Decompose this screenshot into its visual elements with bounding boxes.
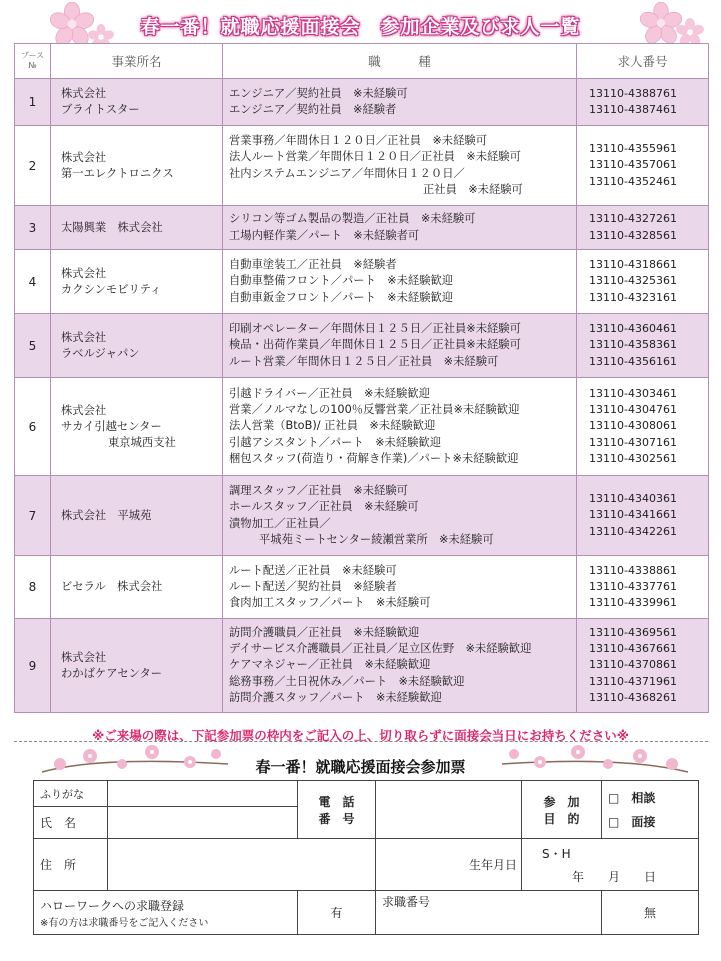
company-name: 株式会社 ラベルジャパン [51, 314, 223, 378]
company-name: 株式会社 平城苑 [51, 476, 223, 556]
furigana-label: ふりがな [34, 781, 108, 807]
job-list: 印刷オペレーター／年間休日１２５日／正社員※未経験可 検品・出荷作業員／年間休日１２５日／正社員※未経験可 ルート営業／年間休日１２５日／正社員 ※未経験可 [223, 314, 577, 378]
job-ids: 13110-4360461 13110-4358361 13110-4356161 [577, 314, 709, 378]
job-list: ルート配送／正社員 ※未経験可 ルート配送／契約社員 ※経験者 食肉加工スタッフ／パート ※未経験可 [223, 556, 577, 619]
table-row [15, 314, 709, 378]
table-row [15, 250, 709, 314]
header-company: 事業所名 [51, 44, 223, 79]
header-job-id: 求人番号 [577, 44, 709, 79]
registration-label: ハローワークへの求職登録 ※有の方は求職番号をご記入ください [34, 891, 298, 935]
company-name: 株式会社 サカイ引越センター 東京城西支社 [51, 378, 223, 476]
header-booth-no: ブース № [15, 44, 51, 79]
job-ids: 13110-4318661 13110-4325361 13110-4323161 [577, 250, 709, 314]
booth-no: 1 [15, 79, 51, 126]
job-ids: 13110-4369561 13110-4367661 13110-4370861 13110-4371961 13110-4368261 [577, 619, 709, 713]
ticket-title: 春一番！就職応援面接会参加票 [255, 758, 466, 776]
table-row [15, 476, 709, 556]
company-name: 株式会社 カクシンモビリティ [51, 250, 223, 314]
job-list: 自動車塗装工／正社員 ※経験者 自動車整備フロント／パート ※未経験歓迎 自動車鈑金フロント／パート ※未経験歓迎 [223, 250, 577, 314]
company-job-table [14, 43, 709, 713]
job-ids: 13110-4338861 13110-4337761 13110-4339961 [577, 556, 709, 619]
page-title: 春一番！就職応援面接会 参加企業及び求人一覧 [140, 15, 581, 38]
booth-no: 3 [15, 206, 51, 250]
header-job-type: 職 種 [223, 44, 577, 79]
job-ids: 13110-4303461 13110-4304761 13110-4308061 13110-4307161 13110-4302561 [577, 378, 709, 476]
booth-no: 5 [15, 314, 51, 378]
table-row [15, 79, 709, 126]
interview-checkbox[interactable]: □ 面接 [608, 814, 656, 829]
birthdate-label: 生年月日 [376, 839, 522, 891]
company-name: ビセラル 株式会社 [51, 556, 223, 619]
job-list: シリコン等ゴム製品の製造／正社員 ※未経験可 工場内軽作業／パート ※未経験者可 [223, 206, 577, 250]
page-title-bar [10, 8, 711, 42]
table-row [15, 206, 709, 250]
job-ids: 13110-4340361 13110-4341661 13110-4342261 [577, 476, 709, 556]
phone-label: 電 話 番 号 [298, 781, 376, 839]
booth-no: 2 [15, 126, 51, 206]
job-list: 引越ドライバー／正社員 ※未経験歓迎 営業／ノルマなしの100％反響営業／正社員※未経験歓迎 法人営業（BtoB)/ 正社員 ※未経験歓迎 引越アシスタント／パート ※未経験歓迎 梱包スタッフ(荷造り・荷解き作業)／パート※未経験歓迎 [223, 378, 577, 476]
job-ids: 13110-4388761 13110-4387461 [577, 79, 709, 126]
job-list: エンジニア／契約社員 ※未経験可 エンジニア／契約社員 ※経験者 [223, 79, 577, 126]
job-ids: 13110-4355961 13110-4357061 13110-4352461 [577, 126, 709, 206]
purpose-label: 参 加 目 的 [522, 781, 602, 839]
name-label: 氏 名 [34, 807, 108, 839]
booth-no: 6 [15, 378, 51, 476]
job-list: 営業事務／年間休日１２０日／正社員 ※未経験可 法人ルート営業／年間休日１２０日／正社員 ※未経験可 社内システムエンジニア／年間休日１２０日／ 正社員 ※未経験可 [223, 126, 577, 206]
booth-no: 8 [15, 556, 51, 619]
name-field[interactable] [108, 807, 298, 839]
company-name: 太陽興業 株式会社 [51, 206, 223, 250]
furigana-field[interactable] [108, 781, 298, 807]
purpose-options [602, 781, 699, 839]
table-row [15, 126, 709, 206]
job-ids: 13110-4327261 13110-4328561 [577, 206, 709, 250]
participation-ticket-form [33, 780, 699, 935]
job-list: 訪問介護職員／正社員 ※未経験歓迎 デイサービス介護職員／正社員／足立区佐野 ※未経験歓迎 ケアマネジャー／正社員 ※未経験歓迎 総務事務／土日祝休み／パート ※未経験歓迎 訪問介護スタッフ／パート ※未経験歓迎 [223, 619, 577, 713]
company-name: 株式会社 第一エレクトロニクス [51, 126, 223, 206]
table-header-row [15, 44, 709, 79]
registration-yes-option[interactable]: 有 [298, 891, 376, 935]
era-label: S・H [542, 846, 571, 861]
table-row [15, 619, 709, 713]
phone-field[interactable] [376, 781, 522, 839]
table-row [15, 556, 709, 619]
booth-no: 9 [15, 619, 51, 713]
company-name: 株式会社 ブライトスター [51, 79, 223, 126]
job-list: 調理スタッフ／正社員 ※未経験可 ホールスタッフ／正社員 ※未経験可 漬物加工／正社員／ 平城苑ミートセンター綾瀬営業所 ※未経験可 [223, 476, 577, 556]
table-row [15, 378, 709, 476]
company-name: 株式会社 わかばケアセンター [51, 619, 223, 713]
job-seeker-no-field[interactable]: 求職番号 [376, 891, 602, 935]
booth-no: 4 [15, 250, 51, 314]
birthdate-field[interactable] [522, 839, 699, 891]
notice-text: ※ご来場の際は、下記参加票の枠内をご記入の上、切り取らずに面接会当日にお持ちください※ [92, 728, 629, 743]
booth-no: 7 [15, 476, 51, 556]
address-label: 住 所 [34, 839, 108, 891]
registration-no-option[interactable]: 無 [602, 891, 699, 935]
date-units: 年 月 日 [572, 869, 657, 884]
consult-checkbox[interactable]: □ 相談 [608, 790, 656, 805]
address-field[interactable] [108, 839, 376, 891]
